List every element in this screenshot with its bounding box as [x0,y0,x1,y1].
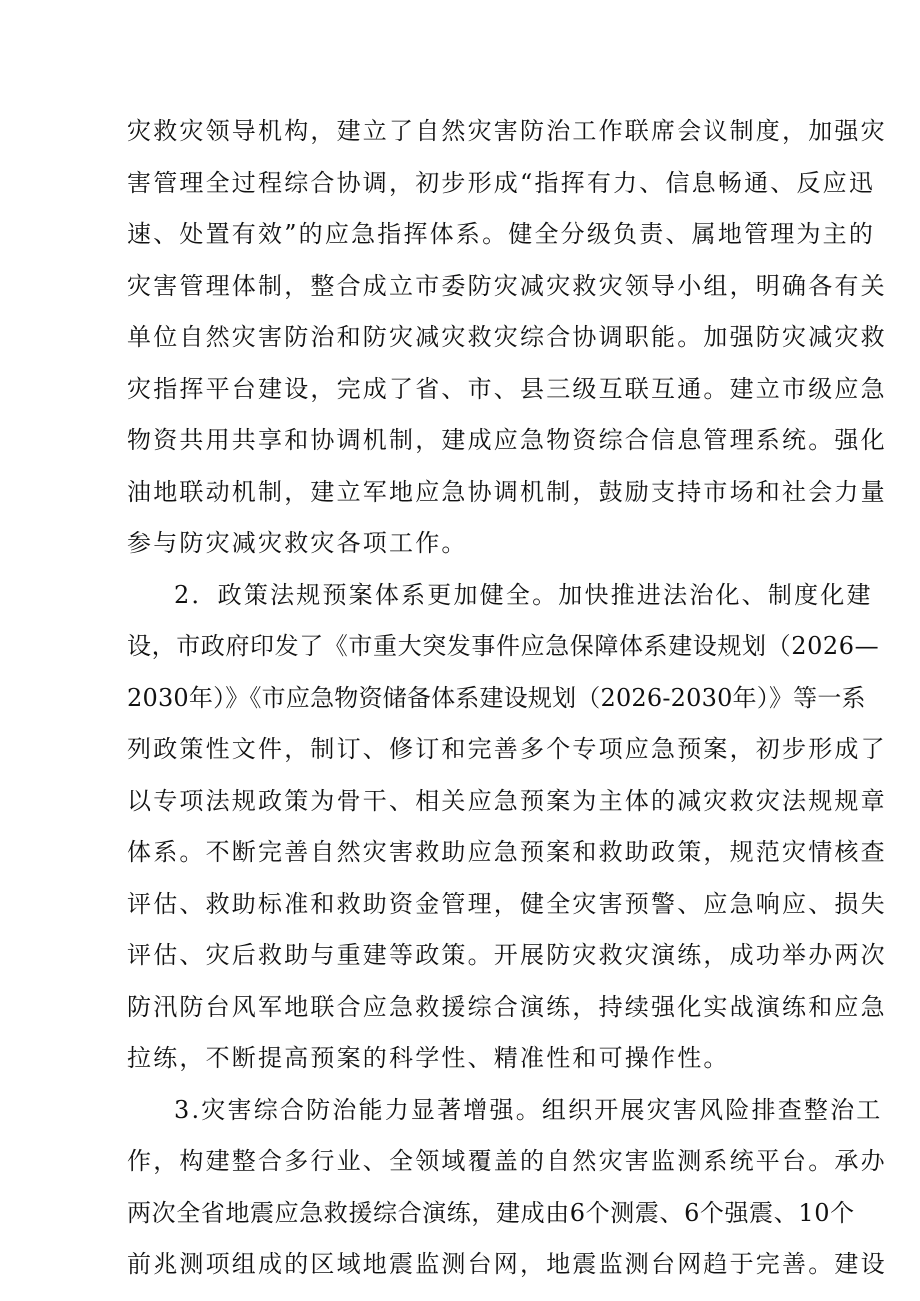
text-line: 速、处置有效”的应急指挥体系。健全分级负责、属地管理为主的 [127,220,876,248]
text-line: 物资共用共享和协调机制，建成应急物资综合信息管理系统。强化 [127,426,887,454]
text-line: 设，市政府印发了《市重大突发事件应急保障体系建设规划（2026— [127,632,880,660]
text-line: 害管理全过程综合协调，初步形成“指挥有力、信息畅通、反应迅 [127,169,876,197]
text-line: 灾指挥平台建设，完成了省、市、县三级互联互通。建立市级应急 [127,375,887,403]
text-line: 前兆测项组成的区域地震监测台网，地震监测台网趋于完善。建设 [127,1250,887,1278]
text-line: 灾害管理体制，整合成立市委防灾减灾救灾领导小组，明确各有关 [127,272,887,300]
text-line: 3.灾害综合防治能力显著增强。组织开展灾害风险排查整治工 [174,1096,883,1124]
text-line: 灾救灾领导机构，建立了自然灾害防治工作联席会议制度，加强灾 [127,117,887,145]
text-line: 两次全省地震应急救援综合演练，建成由6个测震、6个强震、10个 [127,1199,855,1227]
text-line: 油地联动机制，建立军地应急协调机制，鼓励支持市场和社会力量 [127,478,887,506]
text-line: 以专项法规政策为骨干、相关应急预案为主体的减灾救灾法规规章 [127,787,887,815]
text-line: 评估、救助标准和救助资金管理，健全灾害预警、应急响应、损失 [127,890,887,918]
text-line: 拉练，不断提高预案的科学性、精准性和可操作性。 [127,1044,730,1072]
text-line: 2．政策法规预案体系更加健全。加快推进法治化、制度化建 [174,581,873,609]
text-line: 防汛防台风军地联合应急救援综合演练，持续强化实战演练和应急 [127,993,887,1021]
text-line: 2030年）》《市应急物资储备体系建设规划（2026-2030年）》等一系 [127,684,866,712]
text-line: 单位自然灾害防治和防灾减灾救灾综合协调职能。加强防灾减灾救 [127,323,887,351]
text-line: 体系。不断完善自然灾害救助应急预案和救助政策，规范灾情核查 [127,838,887,866]
text-line: 作，构建整合多行业、全领域覆盖的自然灾害监测系统平台。承办 [127,1147,887,1175]
text-line: 评估、灾后救助与重建等政策。开展防灾救灾演练，成功举办两次 [127,941,887,969]
text-line: 列政策性文件，制订、修订和完善多个专项应急预案，初步形成了 [127,735,887,763]
text-line: 参与防灾减灾救灾各项工作。 [127,529,468,557]
